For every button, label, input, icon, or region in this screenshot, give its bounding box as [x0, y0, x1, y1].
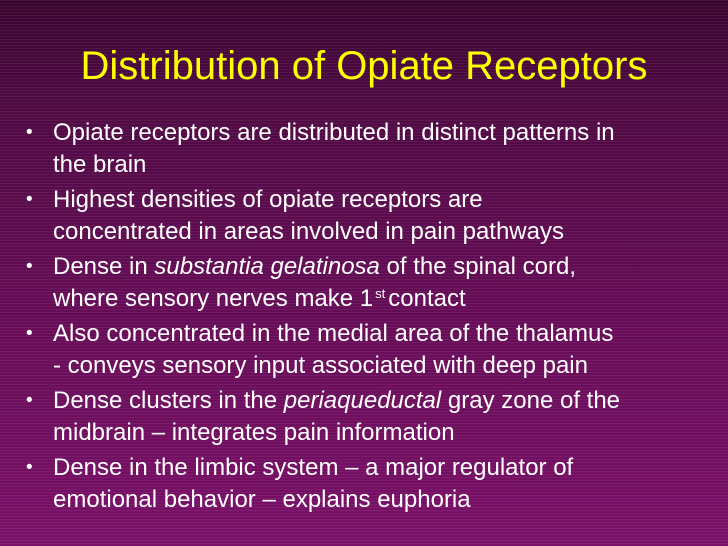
bullet-line: Dense in the limbic system – a major regulator of — [53, 454, 574, 481]
bullet-text — [53, 184, 722, 248]
bullet-icon: • — [26, 323, 33, 344]
bullet-item-6 — [22, 452, 722, 516]
bullet-line: midbrain – integrates pain information — [53, 419, 455, 446]
bullet-line: - conveys sensory input associated with deep pain — [53, 352, 588, 379]
bullet-line — [53, 251, 722, 283]
text-run: Dense clusters in the — [53, 387, 284, 414]
bullet-line: Also concentrated in the medial area of the thalamus — [53, 320, 614, 347]
italic-term: substantia gelatinosa — [154, 253, 380, 280]
bullet-icon: • — [26, 457, 33, 478]
text-run: where sensory nerves make 1 — [53, 285, 374, 312]
bullet-list — [22, 117, 722, 519]
bullet-text — [53, 385, 722, 449]
bullet-line: Opiate receptors are distributed in distinct patterns in — [53, 119, 615, 146]
bullet-icon: • — [26, 390, 33, 411]
bullet-text — [53, 251, 722, 315]
bullet-line — [53, 385, 722, 417]
superscript: st — [375, 286, 386, 301]
text-run: gray zone of the — [441, 387, 621, 414]
bullet-line: the brain — [53, 151, 147, 178]
text-run: Dense in — [53, 253, 155, 280]
text-run: of the spinal cord, — [379, 253, 577, 280]
bullet-line: Highest densities of opiate receptors are — [53, 186, 483, 213]
text-run: contact — [388, 285, 466, 312]
bullet-text — [53, 452, 722, 516]
bullet-text — [53, 117, 722, 181]
bullet-line — [53, 283, 722, 315]
italic-term: periaqueductal — [283, 387, 442, 414]
slide-title: Distribution of Opiate Receptors — [80, 44, 648, 88]
bullet-item-5 — [22, 385, 722, 449]
bullet-icon: • — [26, 256, 33, 277]
bullet-item-1 — [22, 117, 722, 181]
bullet-icon: • — [26, 189, 33, 210]
bullet-icon: • — [26, 122, 33, 143]
bullet-line: concentrated in areas involved in pain pathways — [53, 218, 564, 245]
bullet-item-3 — [22, 251, 722, 315]
bullet-line: emotional behavior – explains euphoria — [53, 486, 471, 513]
bullet-text — [53, 318, 722, 382]
bullet-item-4 — [22, 318, 722, 382]
bullet-item-2 — [22, 184, 722, 248]
